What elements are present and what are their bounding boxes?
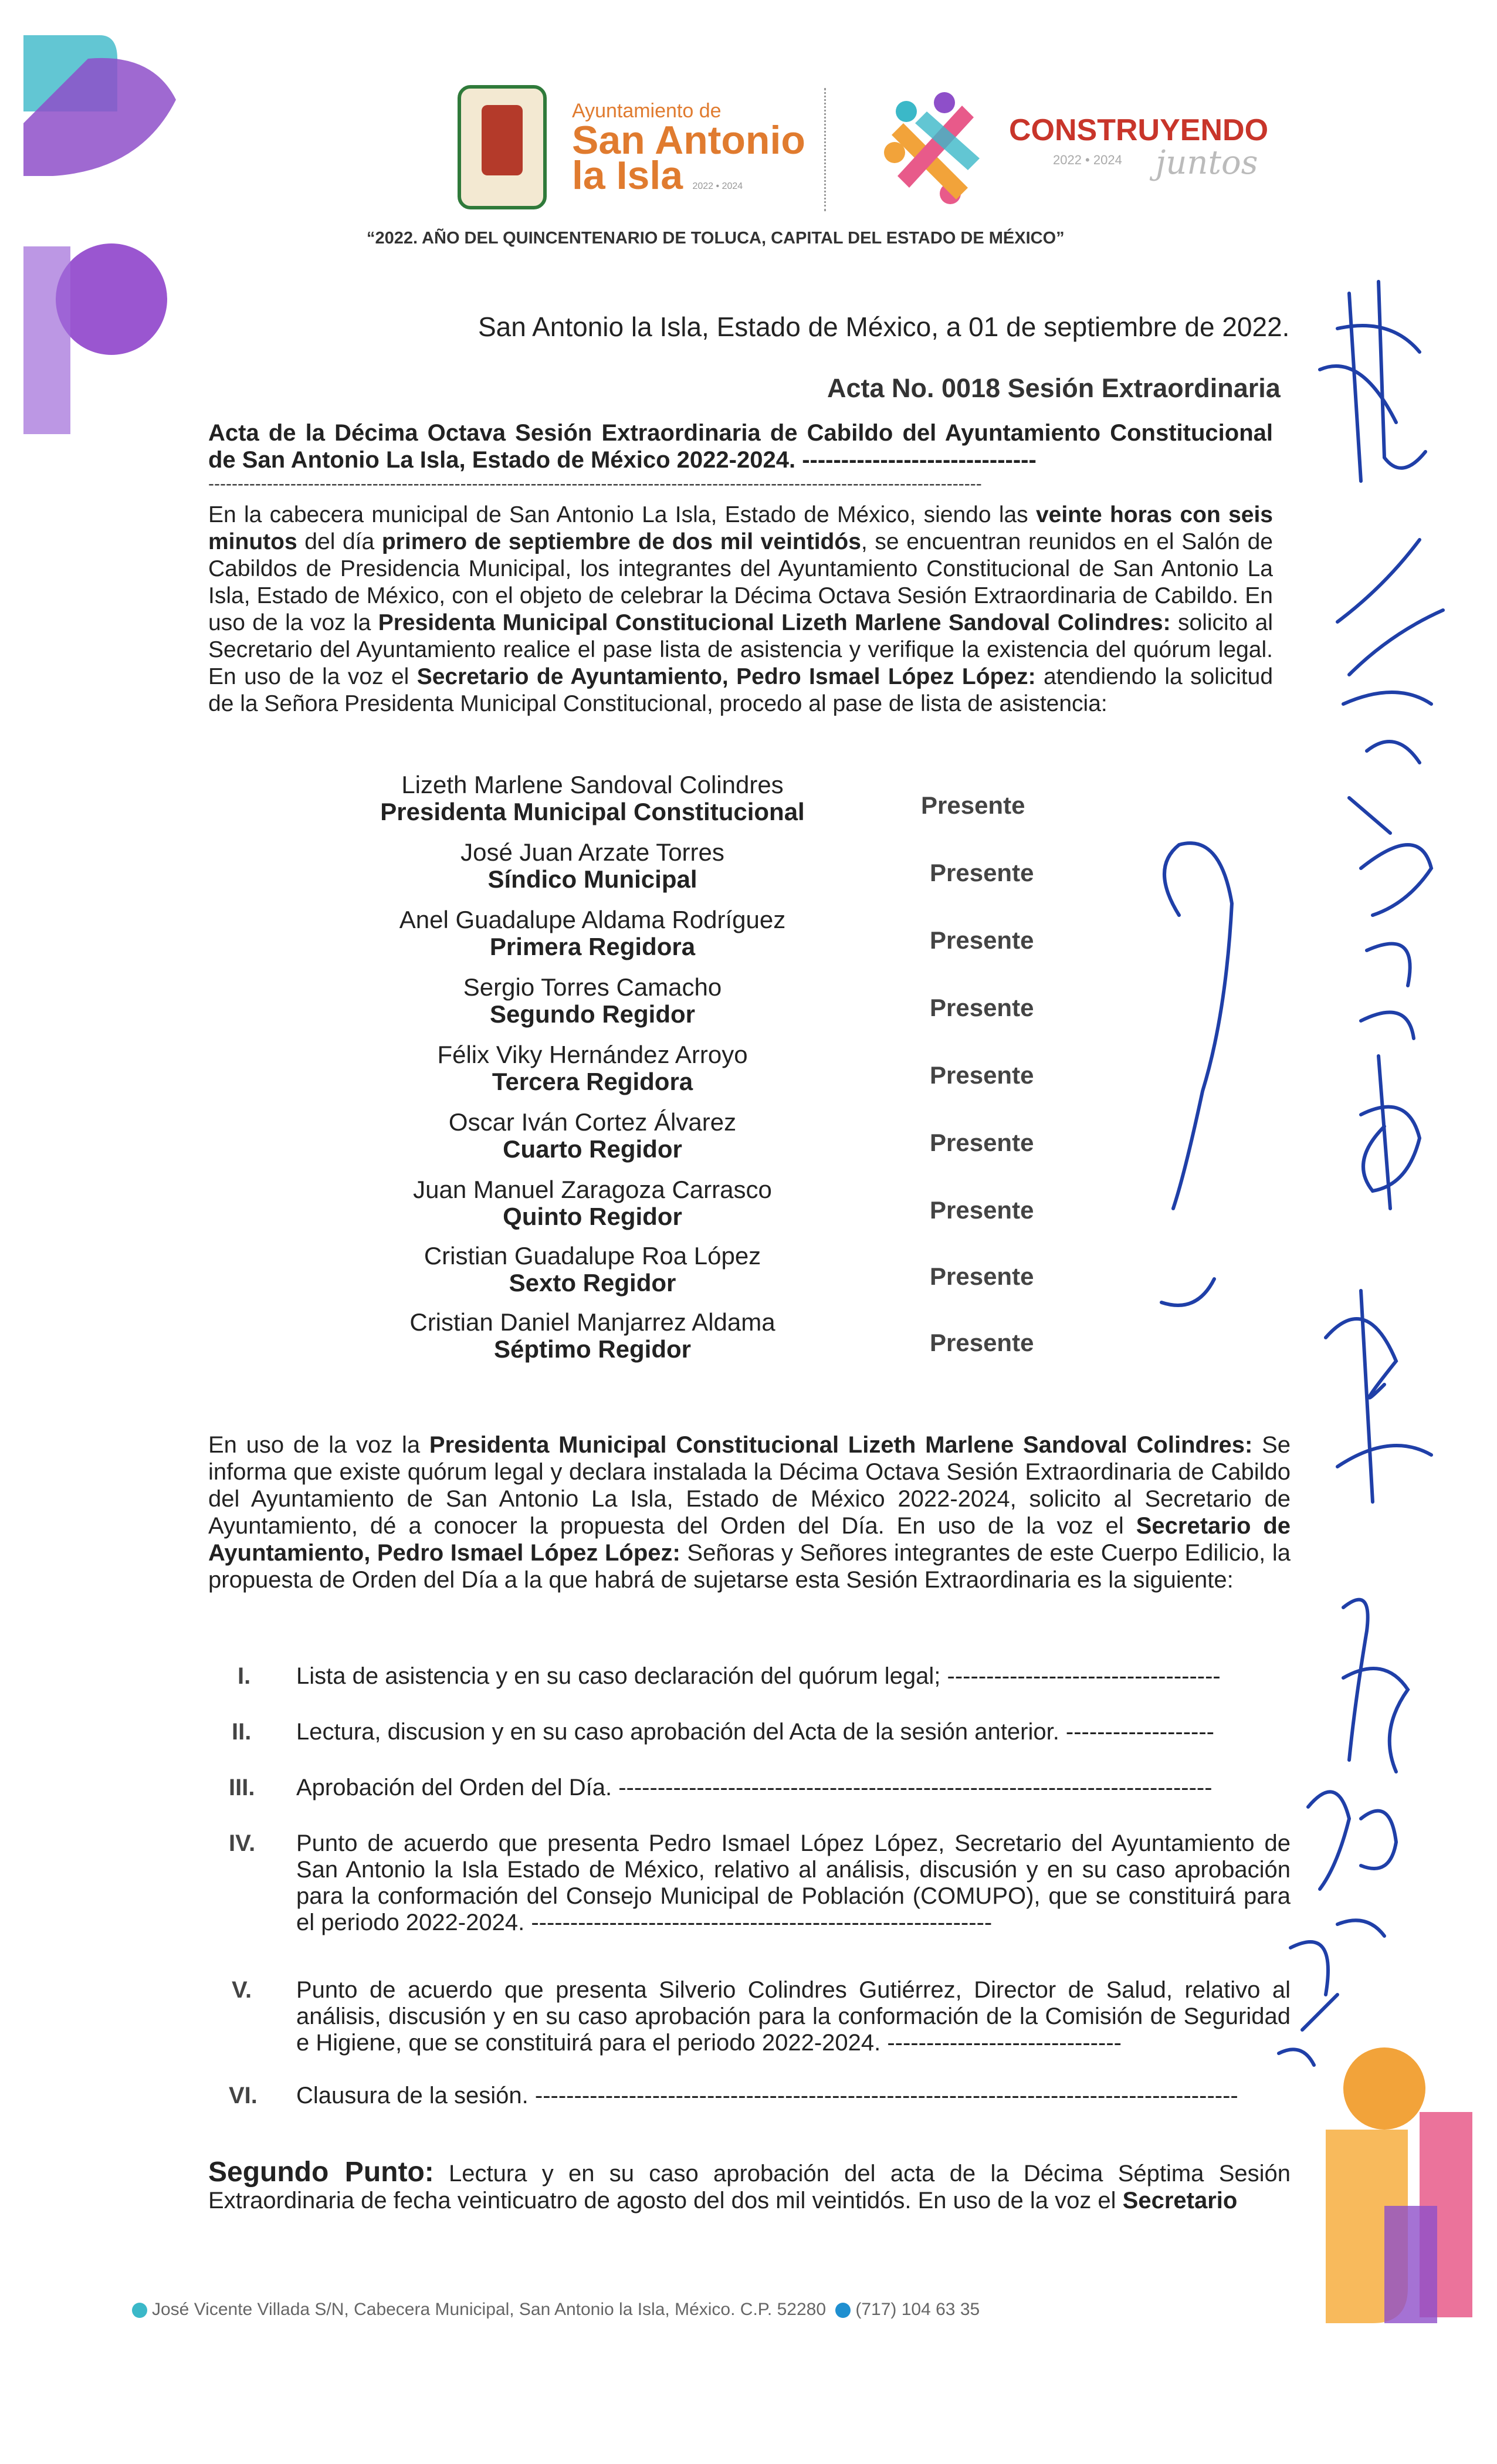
segundo-punto-text-bold: Secretario bbox=[1122, 2188, 1238, 2213]
intro-text-3: , se encuentran reunidos en el Salón de Cabildos de Presidencia Municipal, los integrantes del Ayuntamiento Constitucional de San Antonio La Isla, Estado de México, con el objeto de celebrar la Décima Octava Sesión Extraordinaria de Cabildo. En uso de la voz la bbox=[208, 529, 1273, 635]
quorum-text-3: Señoras y Señores integrantes de este Cuerpo Edilicio, la propuesta de Orden del Día a la que habrá de sujetarse esta Sesión Extraordinaria es la siguiente: bbox=[208, 1540, 1291, 1593]
signature-8 bbox=[1308, 1792, 1396, 1936]
agenda-text: Aprobación del Orden del Día. ---------------------------------------------------------------------------- bbox=[296, 1775, 1212, 1800]
municipality-line1: Ayuntamiento de bbox=[572, 100, 722, 122]
campaign-years: 2022 • 2024 bbox=[1053, 153, 1122, 167]
attendance-row bbox=[352, 839, 1115, 906]
signature-9 bbox=[1279, 1942, 1337, 2065]
agenda-number: I. bbox=[238, 1663, 251, 1689]
campaign-title-text: CONSTRUYENDO bbox=[1009, 113, 1269, 147]
agenda-number: II. bbox=[232, 1719, 252, 1745]
intro-text-1: En la cabecera municipal de San Antonio La Isla, Estado de México, siendo las bbox=[208, 502, 1036, 527]
attendee-name: Juan Manuel Zaragoza Carrasco Quinto Regidor bbox=[413, 1176, 772, 1230]
footer-phone: (717) 104 63 35 bbox=[855, 2300, 980, 2319]
agenda-text: Clausura de la sesión. ------------------------------------------------------------------------------------------ bbox=[296, 2083, 1238, 2108]
intro-text-4: solicito al Secretario del Ayuntamiento realice el pase lista de asistencia y verifique la existencia del quórum legal. En uso de la voz el bbox=[208, 610, 1274, 689]
municipality-line3: la Isla bbox=[572, 153, 683, 198]
motto: “2022. AÑO DEL QUINCENTENARIO DE TOLUCA, CAPITAL DEL ESTADO DE MÉXICO” bbox=[367, 229, 1065, 248]
intro-text-2-bold: primero de septiembre de dos mil veintidós bbox=[381, 529, 861, 554]
attendance-list bbox=[352, 771, 1115, 1375]
campaign-logo-icon bbox=[880, 88, 997, 211]
quorum-text-2: Se informa que existe quórum legal y declara instalada la Décima Octava Sesión Extraordinaria de Cabildo del Ayuntamiento de San Antonio La Isla, Estado de México 2022-2024, solicito al Secretario de Ayuntamiento, dé a conocer la propuesta del Orden del Día. En uso de la voz el bbox=[208, 1432, 1291, 1539]
attendee-name: Cristian Daniel Manjarrez Aldama Séptimo Regidor bbox=[409, 1308, 775, 1363]
segundo-punto-label: Segundo Punto: bbox=[208, 2157, 434, 2188]
phone-icon bbox=[835, 2303, 851, 2318]
agenda-number: III. bbox=[229, 1775, 255, 1800]
attendee-name: Oscar Iván Cortez Álvarez Cuarto Regidor bbox=[448, 1108, 737, 1163]
segundo-punto-text: Lectura y en su caso aprobación del acta de la Décima Séptima Sesión Extraordinaria de fecha veinticuatro de agosto del dos mil veintidós. En uso de la voz el bbox=[208, 2161, 1291, 2213]
agenda-text: Lista de asistencia y en su caso declaración del quórum legal; ----------------------------------- bbox=[296, 1663, 1221, 1689]
header-divider bbox=[824, 88, 834, 211]
attendance-row bbox=[352, 771, 1115, 839]
intro-text-2: del día bbox=[297, 529, 382, 554]
quorum-text-1: En uso de la voz la bbox=[208, 1432, 429, 1458]
municipality-line2: San Antonio bbox=[572, 118, 805, 163]
quorum-text-2-bold: Secretario de Ayuntamiento, Pedro Ismael López López: bbox=[208, 1513, 1291, 1566]
attendance-row bbox=[352, 1176, 1115, 1243]
attendance-status: Presente bbox=[921, 791, 1025, 819]
attendance-row bbox=[352, 1041, 1115, 1109]
attendance-row bbox=[352, 974, 1115, 1041]
municipality-years: 2022 • 2024 bbox=[692, 181, 743, 191]
attendance-status: Presente bbox=[930, 1329, 1034, 1356]
attendance-row bbox=[352, 1243, 1115, 1309]
attendee-name: José Juan Arzate Torres Síndico Municipal bbox=[460, 838, 724, 893]
municipality-name bbox=[572, 100, 805, 198]
attendance-row bbox=[352, 1309, 1115, 1375]
footer-address: José Vicente Villada S/N, Cabecera Municipal, San Antonio la Isla, México. C.P. 52280 bbox=[152, 2300, 827, 2319]
attendance-status: Presente bbox=[930, 926, 1034, 954]
signature-3 bbox=[1349, 798, 1431, 1038]
attendance-status: Presente bbox=[930, 1263, 1034, 1290]
agenda-text: Punto de acuerdo que presenta Silverio Colindres Gutiérrez, Director de Salud, relativo al análisis, discusión y en su caso aprobación para la conformación de la Comisión de Seguridad e Higiene, que se constituirá para el periodo 2022-2024. ------------------------------ bbox=[296, 1977, 1291, 2056]
signature-6 bbox=[1326, 1291, 1431, 1502]
intro-paragraph bbox=[208, 502, 1273, 717]
attendance-status: Presente bbox=[930, 1129, 1034, 1156]
attendee-name: Anel Guadalupe Aldama Rodríguez Primera Regidora bbox=[399, 906, 786, 960]
attendance-status: Presente bbox=[930, 1196, 1034, 1224]
agenda-number: V. bbox=[232, 1977, 252, 2003]
attendance-row bbox=[352, 906, 1115, 974]
signature-1 bbox=[1320, 282, 1425, 481]
quorum-text-1-bold: Presidenta Municipal Constitucional Lizeth Marlene Sandoval Colindres: bbox=[429, 1432, 1253, 1458]
signatures bbox=[1115, 176, 1497, 2141]
separator-line: ------------------------------------------------------------------------------------------------------------------------------------ bbox=[208, 474, 982, 493]
signature-2 bbox=[1337, 540, 1443, 763]
location-icon bbox=[132, 2303, 147, 2318]
intro-text-4-bold: Secretario de Ayuntamiento, Pedro Ismael López López: bbox=[416, 664, 1036, 689]
attendee-name: Cristian Guadalupe Roa López Sexto Regidor bbox=[424, 1242, 761, 1297]
attendance-status: Presente bbox=[930, 859, 1034, 886]
attendee-name: Félix Viky Hernández Arroyo Tercera Regidora bbox=[437, 1041, 748, 1095]
document-title: Acta de la Décima Octava Sesión Extraordinaria de Cabildo del Ayuntamiento Constitucional de San Antonio La Isla, Estado de México 2022-2024. ------------------------------ bbox=[208, 420, 1273, 473]
attendance-status: Presente bbox=[930, 994, 1034, 1021]
attendance-row bbox=[352, 1109, 1115, 1176]
intro-text-3-bold: Presidenta Municipal Constitucional Lizeth Marlene Sandoval Colindres: bbox=[378, 610, 1171, 635]
signature-4 bbox=[1161, 843, 1232, 1305]
acta-number: Acta No. 0018 Sesión Extraordinaria bbox=[827, 373, 1281, 403]
campaign-word: juntos bbox=[1156, 144, 1258, 182]
intro-text-5: atendiendo la solicitud de la Señora Presidenta Municipal Constitucional, procedo al pase de lista de asistencia: bbox=[208, 664, 1274, 716]
agenda-text: Punto de acuerdo que presenta Pedro Ismael López López, Secretario del Ayuntamiento de San Antonio la Isla Estado de México, relativo al análisis, discusión y en su caso aprobación para la conformación del Consejo Municipal de Población (COMUPO), que se constituirá para el periodo 2022-2024. ----------------------------------------------------------- bbox=[296, 1830, 1291, 1935]
agenda-text: Lectura, discusion y en su caso aprobación del Acta de la sesión anterior. ------------------- bbox=[296, 1719, 1214, 1745]
signature-5 bbox=[1361, 1056, 1420, 1209]
agenda-number: VI. bbox=[229, 2083, 258, 2108]
footer bbox=[132, 2300, 980, 2320]
municipal-seal bbox=[458, 85, 547, 209]
attendee-name: Sergio Torres Camacho Segundo Regidor bbox=[463, 973, 722, 1028]
signature-7 bbox=[1343, 1600, 1408, 1772]
segundo-punto-paragraph bbox=[208, 2159, 1291, 2214]
attendee-name: Lizeth Marlene Sandoval Colindres Presidenta Municipal Constitucional bbox=[380, 771, 805, 825]
attendance-status: Presente bbox=[930, 1061, 1034, 1089]
place-date: San Antonio la Isla, Estado de México, a 01 de septiembre de 2022. bbox=[478, 312, 1290, 342]
intro-text-1-bold: veinte horas con seis minutos bbox=[208, 502, 1273, 554]
decorative-shapes-left bbox=[0, 23, 270, 434]
agenda-number: IV. bbox=[229, 1830, 256, 1856]
